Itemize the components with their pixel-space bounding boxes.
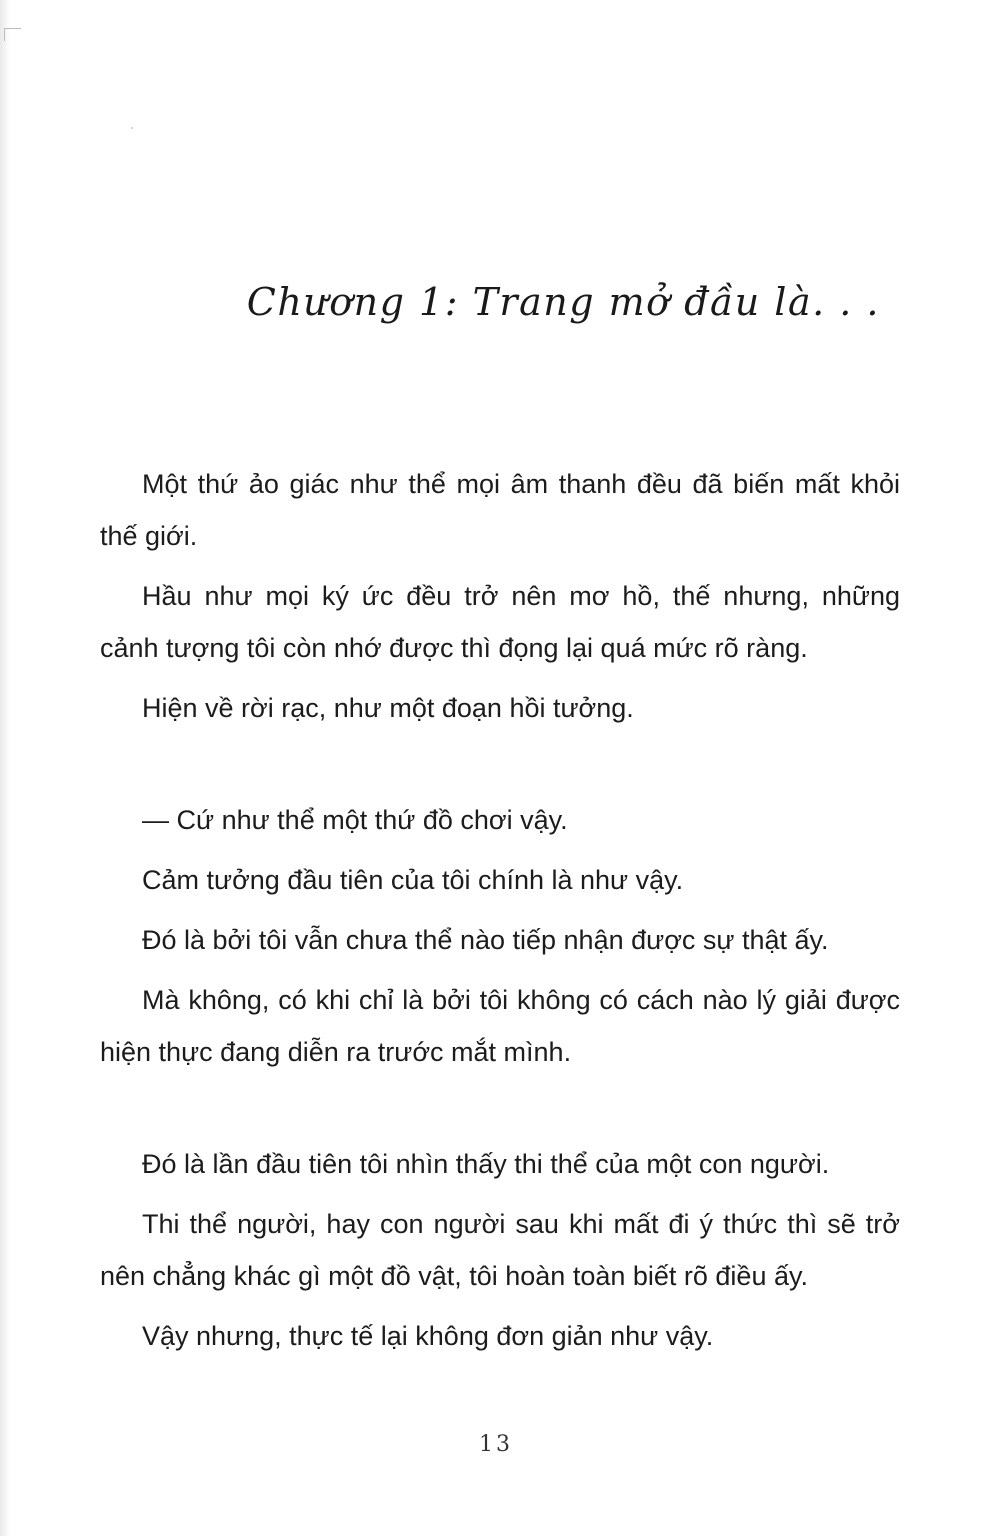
section-gap (100, 1086, 900, 1138)
paragraph: Hầu như mọi ký ức đều trở nên mơ hồ, thế nhưng, những cảnh tượng tôi còn nhớ được thì đọng lại quá mức rõ ràng. (100, 581, 900, 663)
speck-mark (131, 127, 133, 129)
chapter-title: Chương 1: Trang mở đầu là. . . (246, 280, 880, 324)
page-number: 13 (479, 1432, 513, 1457)
page-edge-shadow (0, 0, 10, 1536)
paragraph: Mà không, có khi chỉ là bởi tôi không có cách nào lý giải được hiện thực đang diễn ra trước mắt mình. (100, 985, 900, 1067)
paragraph: — Cứ như thể một thứ đồ chơi vậy. (142, 805, 568, 835)
body-text (100, 458, 900, 1370)
paragraph: Hiện về rời rạc, như một đoạn hồi tưởng. (142, 693, 634, 723)
paragraph: Thi thể người, hay con người sau khi mất đi ý thức thì sẽ trở nên chẳng khác gì một đồ vật, tôi hoàn toàn biết rõ điều ấy. (100, 1209, 900, 1291)
paragraph: Vậy nhưng, thực tế lại không đơn giản như vậy. (142, 1321, 714, 1351)
paragraph: Đó là lần đầu tiên tôi nhìn thấy thi thể của một con người. (142, 1149, 830, 1179)
paragraph: Một thứ ảo giác như thể mọi âm thanh đều đã biến mất khỏi thế giới. (100, 469, 900, 551)
paragraph: Đó là bởi tôi vẫn chưa thể nào tiếp nhận được sự thật ấy. (142, 925, 829, 955)
paragraph: Cảm tưởng đầu tiên của tôi chính là như vậy. (142, 865, 684, 895)
corner-mark (4, 28, 21, 41)
section-gap (100, 742, 900, 794)
